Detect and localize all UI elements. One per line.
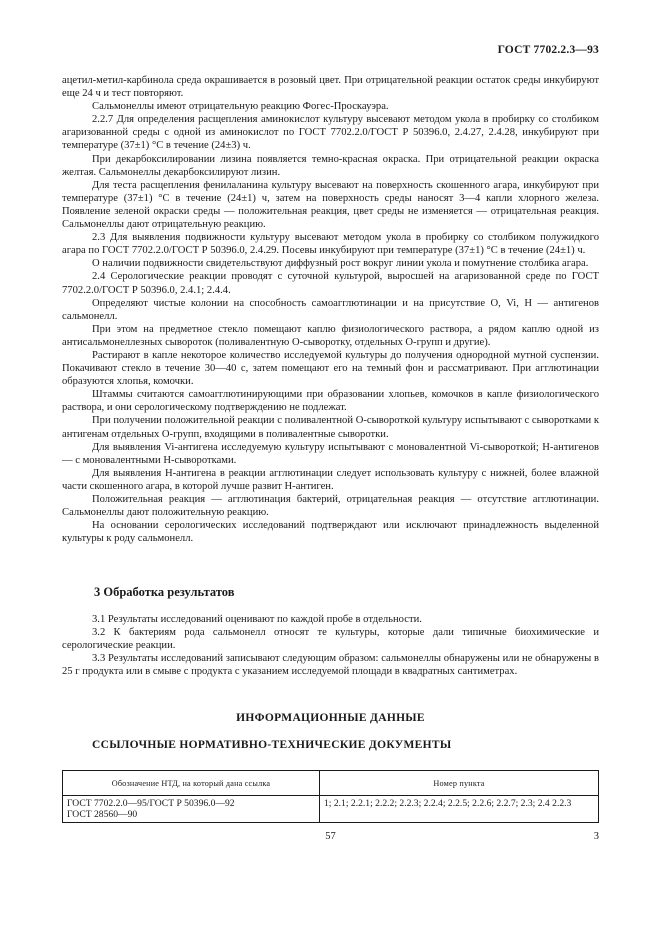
body-paragraph: Для выявления Vi-антигена исследуемую культуру испытывают с моновалентной Vi-сывороткой; Н-антигенов — с моновалентными Н-сыворотками. <box>62 441 599 466</box>
doc-ref-2: ГОСТ 28560—90 <box>67 809 138 820</box>
page-number-center: 57 <box>325 831 336 842</box>
body-paragraph: На основании серологических исследований подтверждают или исключают принадлежность выделенной культуры к роду сальмонелл. <box>62 520 599 545</box>
paragraph-3-3: 3.3 Результаты исследований записывают следующим образом: сальмонеллы обнаружены или не обнаружены в 25 г продукта или в смыве с продукта с указанием исследуемой площади в квадратных сантиметрах. <box>62 653 599 678</box>
body-paragraph: 2.4 Серологические реакции проводят с суточной культурой, выросшей на агаризованной среде по ГОСТ 7702.2.0/ГОСТ Р 50396.0, 2.4.1; 2.4.4. <box>62 271 599 296</box>
item-numbers-2: 2.2.3 <box>552 798 572 809</box>
body-paragraph: Сальмонеллы имеют отрицательную реакцию Фогес-Проскауэра. <box>92 101 389 113</box>
info-title: ИНФОРМАЦИОННЫЕ ДАННЫЕ <box>236 712 425 724</box>
body-paragraph: Растирают в капле некоторое количество исследуемой культуры до получения однородной мутной суспензии. Покачивают стекло в течение 30—40 с, затем помещают его на темный фон и рассматривают. При агглютинации образуются хлопья, комочки. <box>62 349 599 388</box>
page-number-right: 3 <box>593 831 599 842</box>
body-paragraph: Для выявления Н-антигена в реакции агглютинации следует использовать культуру с нижней, более влажной части скошенного агара, в которой лучше развит Н-антиген. <box>62 467 599 492</box>
reference-table <box>62 770 599 823</box>
body-paragraph: Штаммы считаются самоагглютинирующими при образовании хлопьев, комочков в капле физиологического раствора, и они серологическому подтверждению не подлежат. <box>62 389 599 414</box>
cell-item-numbers <box>320 796 599 823</box>
column-header-item-number: Номер пункта <box>320 771 599 796</box>
table-header-row <box>63 771 599 796</box>
document-header: ГОСТ 7702.2.3—93 <box>497 44 599 56</box>
body-paragraph: Положительная реакция — агглютинация бактерий, отрицательная реакция — отсутствие агглютинации. Сальмонеллы дают положительную реакцию. <box>62 494 599 519</box>
results-section <box>62 613 599 678</box>
table-row <box>63 796 599 823</box>
body-paragraph: Определяют чистые колонии на способность самоагглютинации и на присутствие О, Vi, Н — антигенов сальмонелл. <box>62 297 599 322</box>
paragraph-3-1: 3.1 Результаты исследований оценивают по каждой пробе в отдельности. <box>92 614 422 625</box>
cell-documents <box>63 796 320 823</box>
paragraph-3-2: 3.2 К бактериям рода сальмонелл относят те культуры, которые дали типичные биохимические и серологические реакции. <box>62 627 599 652</box>
column-header-document: Обозначение НТД, на который дана ссылка <box>63 771 320 796</box>
section-title: 3 Обработка результатов <box>94 585 235 599</box>
body-paragraph: При этом на предметное стекло помещают каплю физиологического раствора, а рядом каплю одной из антисальмонеллезных сывороток (поливалентную О-сыворотку, отдельных О-групп и другие). <box>62 323 599 348</box>
body-paragraph: При получении положительной реакции с поливалентной О-сывороткой культуру испытывают с сыворотками к антигенам отдельных О-групп, входящими в поливалентные сыворотки. <box>62 415 599 440</box>
body-text <box>62 74 599 545</box>
body-paragraph: 2.2.7 Для определения расщепления аминокислот культуру высевают методом укола в пробирку со столбиком агаризованной среды с одной из аминокислот по ГОСТ 7702.2.0/ГОСТ Р 50396.0, 2.4.27, 2.4.28, инкубируют при температуре (37±1) °С в течение (24±3) ч. <box>62 114 599 152</box>
body-paragraph: 2.3 Для выявления подвижности культуру высевают методом укола в пробирку со столбиком полужидкого агара по ГОСТ 7702.2.0/ГОСТ Р 50396.0, 2.4.29. Посевы инкубируют при температуре (37±1) °С в течение (24±1) ч. <box>62 232 599 257</box>
body-paragraph: При декарбоксилировании лизина появляется темно-красная окраска. При отрицательной реакции окраска желтая. Сальмонеллы декарбоксилируют лизин. <box>62 153 599 178</box>
body-paragraph: Для теста расщепления фенилаланина культуру высевают на поверхность скошенного агара, инкубируют при температуре (37±1) °С в течение (24±1) ч, затем на поверхность среды наносят 3—4 капли хлорного железа. Появление зеленой окраски среды — положительная реакция, цвет среды не изменяется — отрицательная реакция. Сальмонеллы дают отрицательную реакцию. <box>62 179 599 231</box>
item-numbers-1: 1; 2.1; 2.2.1; 2.2.2; 2.2.3; 2.2.4; 2.2.5; 2.2.6; 2.2.7; 2.3; 2.4 <box>324 798 550 809</box>
ref-docs-title: ССЫЛОЧНЫЕ НОРМАТИВНО-ТЕХНИЧЕСКИЕ ДОКУМЕНТЫ <box>92 739 452 751</box>
body-paragraph: О наличии подвижности свидетельствуют диффузный рост вокруг линии укола и помутнение столбика агара. <box>92 258 589 270</box>
body-paragraph: ацетил-метил-карбинола среда окрашивается в розовый цвет. При отрицательной реакции остаток среды инкубируют еще 24 ч и тест повторяют. <box>62 75 599 100</box>
doc-ref-1: ГОСТ 7702.2.0—95/ГОСТ Р 50396.0—92 <box>67 798 235 809</box>
